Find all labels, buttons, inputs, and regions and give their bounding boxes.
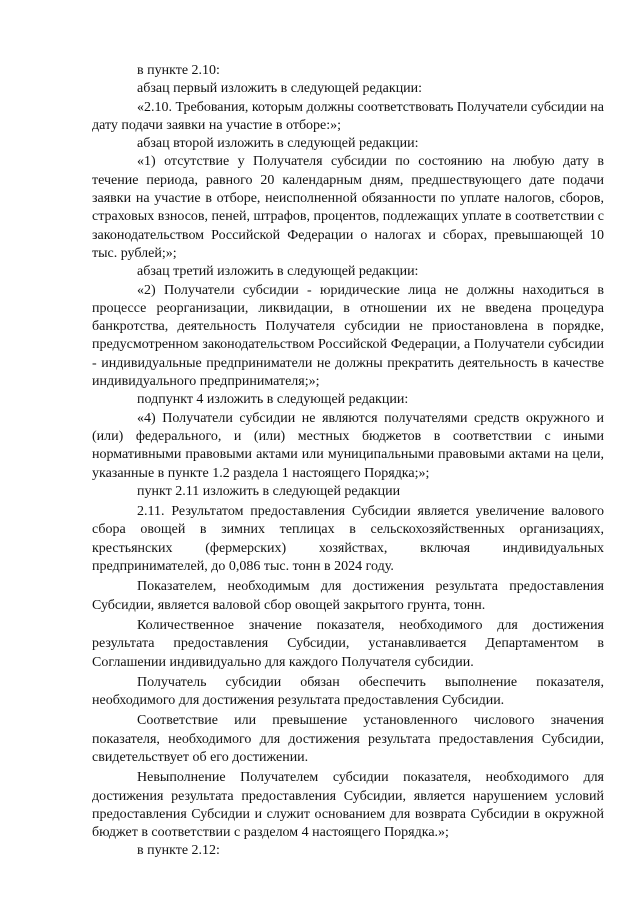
paragraph-instruction: абзац третий изложить в следующей редакции: bbox=[137, 264, 419, 280]
paragraph-instruction: пункт 2.11 изложить в следующей редакции bbox=[137, 483, 401, 499]
paragraph-body: Невыполнение Получателем субсидии показателя, необходимого для достижения результата предоставления Субсидии, является нарушением условий предоставления Субсидии и служит основанием для возврата Субсидии в окружной бюджет в соответствии с разделом 4 настоящего Порядка.»; bbox=[92, 770, 604, 841]
paragraph-body: 2.11. Результатом предоставления Субсидии является увеличение валового сбора овощей в зимних теплицах в сельскохозяйственных организациях, крестьянских (фермерских) хозяйствах, включая индивидуальных предпринимателей, до 0,086 тыс. тонн в 2024 году. bbox=[92, 504, 604, 575]
paragraph-instruction: абзац первый изложить в следующей редакции: bbox=[137, 81, 423, 97]
paragraph-quote: «4) Получатели субсидии не являются получателями средств окружного и (или) федерального, и (или) местных бюджетов в соответствии с иными нормативными правовыми актами или муниципальными правовыми актами на цели, указанные в пункте 1.2 раздела 1 настоящего Порядка;»; bbox=[92, 410, 604, 481]
paragraph-item-heading: в пункте 2.12: bbox=[137, 843, 220, 859]
paragraph-quote: «2.10. Требования, которым должны соответствовать Получатели субсидии на дату подачи заявки на участие в отборе:»; bbox=[92, 99, 604, 133]
paragraph-body: Показателем, необходимым для достижения результата предоставления Субсидии, является валовой сбор овощей закрытого грунта, тонн. bbox=[92, 579, 604, 613]
paragraph-body: Соответствие или превышение установленного числового значения показателя, необходимого для достижения результата предоставления Субсидии, свидетельствует об его достижении. bbox=[92, 713, 604, 765]
paragraph-body: Получатель субсидии обязан обеспечить выполнение показателя, необходимого для достижения результата предоставления Субсидии. bbox=[92, 674, 604, 709]
paragraph-item-heading: в пункте 2.10: bbox=[137, 63, 220, 78]
paragraph-instruction: абзац второй изложить в следующей редакции: bbox=[137, 136, 419, 152]
paragraph-quote: «1) отсутствие у Получателя субсидии по состоянию на любую дату в течение периода, равного 20 календарным дням, предшествующего дате подачи заявки на участие в отборе, неисполненной обязанности по уплате налогов, сборов, страховых взносов, пеней, штрафов, процентов, подлежащих уплате в соответствии с законодательством Российской Федерации о налогах и сборах, превышающей 10 тыс. рублей;»; bbox=[92, 154, 604, 261]
paragraph-instruction: подпункт 4 изложить в следующей редакции: bbox=[137, 392, 409, 408]
paragraph-quote: «2) Получатели субсидии - юридические лица не должны находиться в процессе реорганизации, ликвидации, в отношении их не введена процедура банкротства, деятельность Получателя субсидии не приостановлена в порядке, предусмотренном законодательством Российской Федерации, а Получатели субсидии - индивидуальные предприниматели не должны прекратить деятельность в качестве индивидуального предпринимателя;»; bbox=[92, 282, 604, 390]
document-page bbox=[92, 62, 604, 861]
paragraph-body: Количественное значение показателя, необходимого для достижения результата предоставления Субсидии, устанавливается Департаментом в Соглашении индивидуально для каждого Получателя субсидии. bbox=[92, 617, 604, 670]
